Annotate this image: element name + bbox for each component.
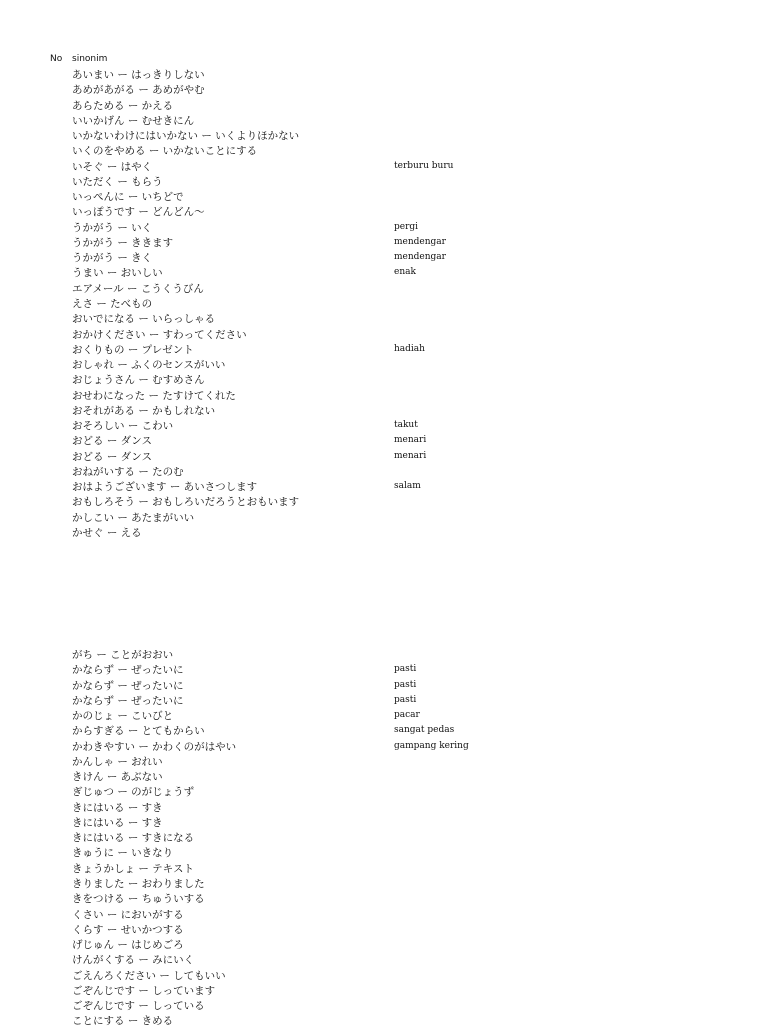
synonym-pair: くらす ー せいかつする xyxy=(72,923,184,936)
synonym-pair: いっぺんに ー いちどで xyxy=(72,191,184,204)
synonym-pair: きりました ー おわりました xyxy=(72,877,205,890)
synonym-pair: ごえんろください ー してもいい xyxy=(72,969,226,982)
meaning: pacar xyxy=(394,710,420,721)
synonym-pair: きにはいる ー すき xyxy=(72,801,163,814)
synonym-pair: くさい ー においがする xyxy=(72,908,184,921)
synonym-pair: けんがくする ー みにいく xyxy=(72,954,195,967)
synonym-pair: うかがう ー きく xyxy=(72,252,153,265)
synonym-pair: きにはいる ー すきになる xyxy=(72,832,195,845)
synonym-pair: いただく ー もらう xyxy=(72,175,163,188)
synonym-pair: きけん ー あぶない xyxy=(72,771,163,784)
synonym-pair: かわきやすい ー かわくのがはやい xyxy=(72,740,237,753)
meaning: gampang kering xyxy=(394,740,469,751)
meaning: terburu buru xyxy=(394,160,454,171)
synonym-pair: かならず ー ぜったいに xyxy=(72,679,184,692)
synonym-pair: あらためる ー かえる xyxy=(72,99,174,112)
meaning: mendengar xyxy=(394,236,446,247)
column-header-no: No xyxy=(50,54,63,64)
synonym-pair: かならず ー ぜったいに xyxy=(72,694,184,707)
synonym-pair: おどる ー ダンス xyxy=(72,435,152,448)
meaning: hadiah xyxy=(394,343,425,354)
synonym-pair: おせわになった ー たすけてくれた xyxy=(72,389,236,402)
synonym-pair: うかがう ー ききます xyxy=(72,236,174,249)
meaning: pergi xyxy=(394,221,419,232)
synonym-pair: おしゃれ ー ふくのセンスがいい xyxy=(72,359,226,372)
synonym-pair: ことにする ー きめる xyxy=(72,1015,174,1028)
synonym-pair: おどる ー ダンス xyxy=(72,450,152,463)
synonym-pair: おくりもの ー プレゼント xyxy=(72,343,194,356)
synonym-pair: ぎじゅつ ー のがじょうず xyxy=(72,786,195,799)
meaning: menari xyxy=(394,435,427,446)
synonym-pair: おじょうさん ー むすめさん xyxy=(72,374,205,387)
synonym-pair: ごぞんじです ー しっています xyxy=(72,984,216,997)
synonym-pair: おはようございます ー あいさつします xyxy=(72,481,258,494)
synonym-pair: がち ー ことがおおい xyxy=(72,649,174,661)
synonym-pair: おかけください ー すわってください xyxy=(72,328,247,341)
synonym-pair: いかないわけにはいかない ー いくよりほかない xyxy=(72,130,300,143)
synonym-pair: いいかげん ー むせきにん xyxy=(72,114,195,127)
synonym-pair: おいでになる ー いらっしゃる xyxy=(72,313,216,326)
meaning: pasti xyxy=(394,694,417,705)
synonym-pair: いくのをやめる ー いかないことにする xyxy=(72,145,258,158)
meaning: pasti xyxy=(394,664,417,675)
meaning: sangat pedas xyxy=(394,725,455,736)
meaning: menari xyxy=(394,450,427,461)
synonym-pair: あいまい ー はっきりしない xyxy=(72,69,205,81)
synonym-pair: きゅうに ー いきなり xyxy=(72,847,174,860)
synonym-pair: おねがいする ー たのむ xyxy=(72,465,184,478)
synonym-pair: かしこい ー あたまがいい xyxy=(72,511,195,524)
synonym-pair: かんしゃ ー おれい xyxy=(72,755,163,768)
synonym-pair: げじゅん ー はじめごろ xyxy=(72,939,184,952)
synonym-pair: いっぽうです ー どんどん～ xyxy=(72,206,205,219)
meaning: salam xyxy=(394,481,421,492)
synonym-pair: えさ ー たべもの xyxy=(72,297,153,310)
synonym-pair: おそろしい ー こわい xyxy=(72,420,174,433)
synonym-pair: エアメール ー こうくうびん xyxy=(72,282,204,295)
synonym-pair: いそぐ ー はやく xyxy=(72,160,153,173)
meaning: mendengar xyxy=(394,252,446,263)
synonym-pair: からすぎる ー とてもからい xyxy=(72,725,205,738)
synonym-pair: かならず ー ぜったいに xyxy=(72,664,184,677)
meaning: takut xyxy=(394,420,418,431)
synonym-pair: きょうかしょ ー テキスト xyxy=(72,862,194,875)
meaning: pasti xyxy=(394,679,417,690)
synonym-pair: うかがう ー いく xyxy=(72,221,153,234)
synonym-pair: かせぐ ー える xyxy=(72,526,142,539)
meaning: enak xyxy=(394,267,416,278)
synonym-pair: ごぞんじです ー しっている xyxy=(72,1000,205,1013)
synonym-pair: かのじょ ー こいびと xyxy=(72,710,174,723)
synonym-pair: きをつける ー ちゅういする xyxy=(72,893,205,906)
synonym-pair: きにはいる ー すき xyxy=(72,816,163,829)
synonym-pair: あめがあがる ー あめがやむ xyxy=(72,84,205,97)
synonym-pair: おもしろそう ー おもしろいだろうとおもいます xyxy=(72,496,300,509)
synonym-pair: おそれがある ー かもしれない xyxy=(72,404,216,417)
column-header-sinonim: sinonim xyxy=(72,54,108,64)
synonym-pair: うまい ー おいしい xyxy=(72,267,163,280)
